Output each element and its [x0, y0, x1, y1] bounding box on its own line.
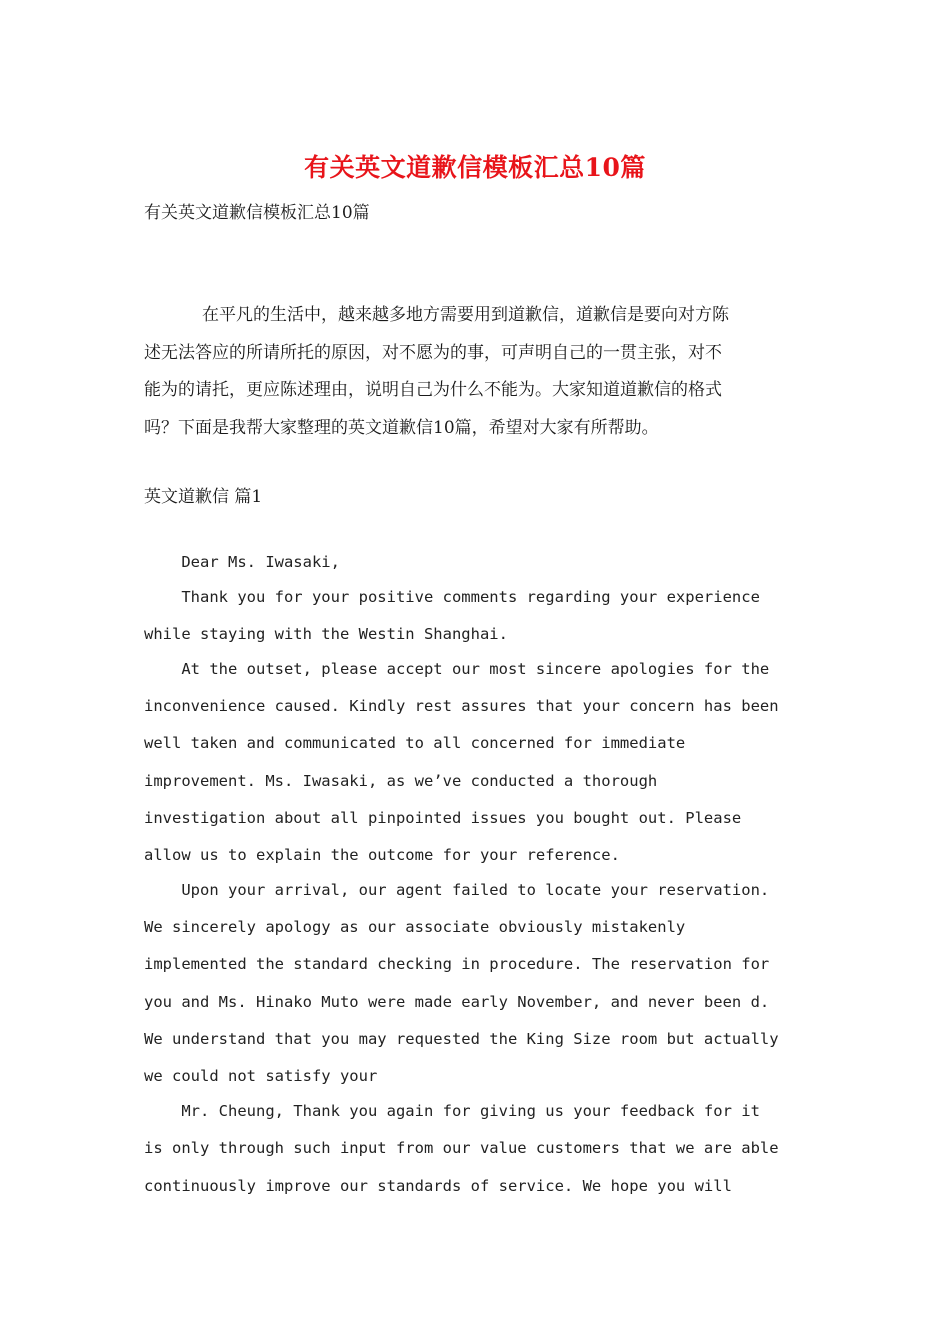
- document-title: 有关英文道歉信模板汇总10篇: [304, 153, 646, 182]
- intro-line: 吗？下面是我帮大家整理的英文道歉信10篇，希望对大家有所帮助。: [144, 417, 659, 438]
- intro-line: 述无法答应的所请所托的原因，对不愿为的事，可声明自己的一贯主张，对不: [144, 342, 722, 363]
- section-heading: 英文道歉信 篇1: [144, 487, 263, 507]
- letter-line: At the outset, please accept our most sincere apologies for the: [144, 660, 770, 678]
- letter-line: allow us to explain the outcome for your reference.: [144, 846, 620, 864]
- intro-line: 在平凡的生活中，越来越多地方需要用到道歉信，道歉信是要向对方陈: [202, 305, 729, 325]
- letter-line: We sincerely apology as our associate obviously mistakenly: [144, 918, 686, 936]
- letter-line: continuously improve our standards of service. We hope you will: [144, 1177, 732, 1195]
- letter-line: Thank you for your positive comments regarding your experience: [144, 588, 760, 606]
- letter-line: we could not satisfy your: [144, 1067, 378, 1085]
- letter-line: inconvenience caused. Kindly rest assures that your concern has been: [144, 697, 779, 715]
- letter-line: improvement. Ms. Iwasaki, as we’ve conducted a thorough: [144, 772, 658, 790]
- letter-line: you and Ms. Hinako Muto were made early November, and never been d.: [144, 993, 770, 1011]
- document-subtitle: 有关英文道歉信模板汇总10篇: [144, 203, 370, 223]
- intro-paragraph: [144, 297, 800, 447]
- letter-line: well taken and communicated to all concerned for immediate: [144, 734, 686, 752]
- letter-line: Dear Ms. Iwasaki,: [144, 553, 340, 571]
- letter-line: We understand that you may requested the King Size room but actually: [144, 1030, 779, 1048]
- letter-line: implemented the standard checking in procedure. The reservation for: [144, 955, 770, 973]
- letter-line: Mr. Cheung, Thank you again for giving us your feedback for it: [144, 1102, 760, 1120]
- intro-line: 能为的请托，更应陈述理由，说明自己为什么不能为。大家知道道歉信的格式: [144, 380, 722, 400]
- letter-line: is only through such input from our value customers that we are able: [144, 1139, 779, 1157]
- letter-line: investigation about all pinpointed issues you bought out. Please: [144, 809, 742, 827]
- letter-line: Upon your arrival, our agent failed to locate your reservation.: [144, 881, 770, 899]
- letter-line: while staying with the Westin Shanghai.: [144, 625, 508, 643]
